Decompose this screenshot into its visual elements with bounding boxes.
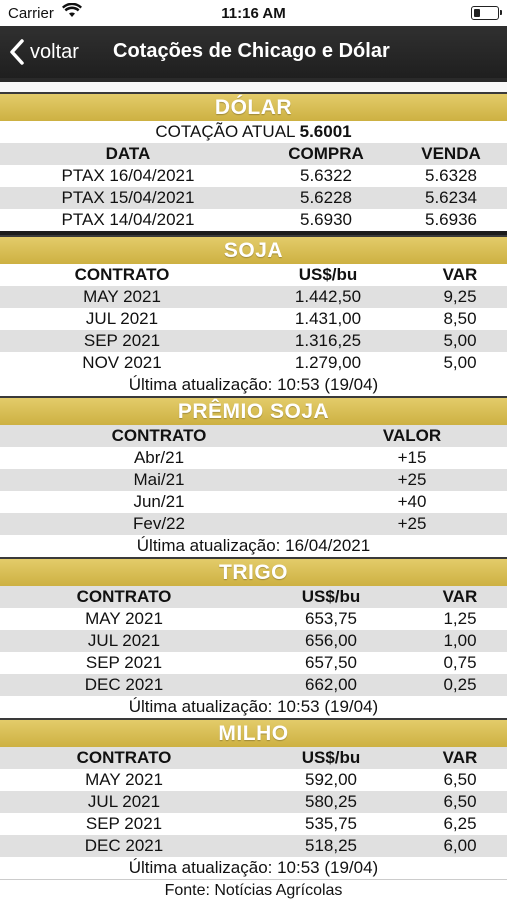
header-var: VAR xyxy=(442,748,478,767)
var-cell: 6,25 xyxy=(443,814,477,833)
table-row xyxy=(0,352,507,374)
header-contrato: CONTRATO xyxy=(74,265,170,284)
dolar-compra: 5.6228 xyxy=(300,188,352,207)
current-quote-value: 5.6001 xyxy=(299,122,352,141)
header-contrato: CONTRATO xyxy=(76,748,172,767)
chevron-left-icon xyxy=(8,38,26,66)
contract-cell: NOV 2021 xyxy=(82,353,162,372)
section-title-premio-soja: PRÊMIO SOJA xyxy=(0,396,507,425)
var-cell: 5,00 xyxy=(443,331,477,350)
table-row xyxy=(0,791,507,813)
section-title-dolar: DÓLAR xyxy=(0,92,507,121)
price-cell: 662,00 xyxy=(305,675,357,694)
header-valor: VALOR xyxy=(382,426,442,445)
table-row xyxy=(0,209,507,231)
contract-cell: SEP 2021 xyxy=(83,331,161,350)
table-header xyxy=(0,425,507,447)
price-cell: 657,50 xyxy=(305,653,357,672)
contract-cell: SEP 2021 xyxy=(85,653,163,672)
table-row xyxy=(0,835,507,857)
status-bar xyxy=(0,0,507,26)
contract-cell: DEC 2021 xyxy=(84,836,164,855)
table-row xyxy=(0,330,507,352)
update-note: Última atualização: 10:53 (19/04) xyxy=(0,696,507,718)
contract-cell: JUL 2021 xyxy=(85,309,159,328)
var-cell: 1,25 xyxy=(443,609,477,628)
back-label: voltar xyxy=(30,40,79,63)
var-cell: 9,25 xyxy=(443,287,477,306)
price-cell: 1.442,50 xyxy=(294,287,362,306)
update-note: Última atualização: 10:53 (19/04) xyxy=(0,857,507,879)
price-cell: 535,75 xyxy=(305,814,357,833)
header-data: DATA xyxy=(105,144,151,163)
back-button[interactable] xyxy=(8,38,79,66)
header-var: VAR xyxy=(442,587,478,606)
var-cell: 5,00 xyxy=(443,353,477,372)
valor-cell: +40 xyxy=(397,492,427,511)
dolar-compra: 5.6322 xyxy=(300,166,352,185)
contract-cell: JUL 2021 xyxy=(87,631,161,650)
dolar-compra: 5.6930 xyxy=(300,210,352,229)
contract-cell: MAY 2021 xyxy=(85,770,163,789)
top-spacer xyxy=(0,82,507,92)
valor-cell: +15 xyxy=(397,448,427,467)
contract-cell: MAY 2021 xyxy=(85,609,163,628)
table-header xyxy=(0,143,507,165)
var-cell: 6,50 xyxy=(443,792,477,811)
header-price: US$/bu xyxy=(298,265,358,284)
status-time: 11:16 AM xyxy=(221,5,286,22)
valor-cell: +25 xyxy=(397,470,427,489)
table-row xyxy=(0,769,507,791)
contract-cell: Abr/21 xyxy=(133,448,185,467)
table-row xyxy=(0,813,507,835)
table-header xyxy=(0,586,507,608)
contract-cell: Fev/22 xyxy=(133,514,185,533)
var-cell: 6,50 xyxy=(443,770,477,789)
dolar-date: PTAX 16/04/2021 xyxy=(61,166,195,185)
table-header xyxy=(0,264,507,286)
contract-cell: DEC 2021 xyxy=(84,675,164,694)
price-cell: 656,00 xyxy=(305,631,357,650)
price-cell: 1.316,25 xyxy=(294,331,362,350)
dolar-venda: 5.6234 xyxy=(425,188,477,207)
carrier-label: Carrier xyxy=(8,5,54,22)
contract-cell: MAY 2021 xyxy=(83,287,161,306)
table-row xyxy=(0,674,507,696)
header-var: VAR xyxy=(442,265,478,284)
table-row xyxy=(0,491,507,513)
current-quote-label: COTAÇÃO ATUAL xyxy=(155,122,295,141)
table-row xyxy=(0,165,507,187)
table-row xyxy=(0,608,507,630)
contract-cell: Mai/21 xyxy=(133,470,185,489)
price-cell: 1.431,00 xyxy=(294,309,362,328)
var-cell: 1,00 xyxy=(443,631,477,650)
page-title: Cotações de Chicago e Dólar xyxy=(113,40,390,62)
price-cell: 592,00 xyxy=(305,770,357,789)
var-cell: 6,00 xyxy=(443,836,477,855)
update-note: Última atualização: 10:53 (19/04) xyxy=(0,374,507,396)
update-note: Última atualização: 16/04/2021 xyxy=(0,535,507,557)
price-cell: 653,75 xyxy=(305,609,357,628)
navigation-bar xyxy=(0,26,507,82)
var-cell: 8,50 xyxy=(443,309,477,328)
contract-cell: JUL 2021 xyxy=(87,792,161,811)
dolar-venda: 5.6328 xyxy=(425,166,477,185)
header-compra: COMPRA xyxy=(288,144,364,163)
table-row xyxy=(0,286,507,308)
source-footer: Fonte: Notícias Agrícolas xyxy=(0,879,507,902)
table-row xyxy=(0,630,507,652)
table-row xyxy=(0,469,507,491)
table-header xyxy=(0,747,507,769)
current-quote xyxy=(0,121,507,143)
battery-icon xyxy=(471,6,499,20)
header-venda: VENDA xyxy=(421,144,481,163)
valor-cell: +25 xyxy=(397,514,427,533)
table-row xyxy=(0,652,507,674)
header-price: US$/bu xyxy=(301,748,361,767)
price-cell: 1.279,00 xyxy=(294,353,362,372)
dolar-venda: 5.6936 xyxy=(425,210,477,229)
table-row xyxy=(0,513,507,535)
table-row xyxy=(0,447,507,469)
contract-cell: SEP 2021 xyxy=(85,814,163,833)
contract-cell: Jun/21 xyxy=(133,492,185,511)
section-title-soja: SOJA xyxy=(0,235,507,264)
price-cell: 518,25 xyxy=(305,836,357,855)
var-cell: 0,75 xyxy=(443,653,477,672)
table-row xyxy=(0,308,507,330)
header-contrato: CONTRATO xyxy=(111,426,207,445)
price-cell: 580,25 xyxy=(305,792,357,811)
section-title-trigo: TRIGO xyxy=(0,557,507,586)
header-price: US$/bu xyxy=(301,587,361,606)
dolar-date: PTAX 14/04/2021 xyxy=(61,210,195,229)
var-cell: 0,25 xyxy=(443,675,477,694)
section-title-milho: MILHO xyxy=(0,718,507,747)
table-row xyxy=(0,187,507,209)
dolar-date: PTAX 15/04/2021 xyxy=(61,188,195,207)
header-contrato: CONTRATO xyxy=(76,587,172,606)
